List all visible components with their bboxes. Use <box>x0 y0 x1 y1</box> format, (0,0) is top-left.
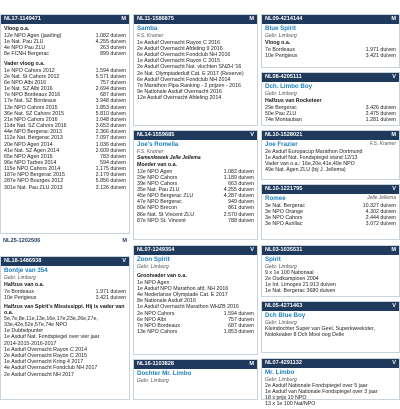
pigeon-name: Spirit <box>265 256 281 263</box>
result-line: 12e Asduif Overnacht Afdeling 2014 <box>137 95 222 102</box>
race-result: 7e NPO Bordeaux <box>137 322 180 329</box>
pigeon-name: Dochter Mr. Limbo <box>137 370 192 377</box>
result-row <box>4 51 126 57</box>
result-line: 18 x prijs 10 NPO <box>265 394 307 401</box>
sex-label: M <box>121 16 126 22</box>
pedigree-card-nl07a <box>133 245 258 355</box>
section-title: Halfzus van Rocketeer <box>265 97 322 104</box>
breeder-name: Gebr. Limburg <box>265 32 297 39</box>
race-result: 7e Bordeaux <box>265 46 296 53</box>
bird-count: 3.072 duiven <box>365 220 396 227</box>
pedigree-card-nl03 <box>261 245 400 297</box>
race-result: 87e NPO St. Vincent <box>137 217 186 224</box>
race-result: 47e NPO Bergerac <box>137 199 182 206</box>
breeder-name: Gebr. Limburg <box>137 377 169 384</box>
result-line: 1e Asduif Overnacht Kring 4 2017 <box>4 359 84 366</box>
bird-count: 3.421 duiven <box>365 52 396 59</box>
result-row <box>137 329 254 335</box>
sex-label: V <box>392 74 396 80</box>
race-result: 10e Perigieux <box>265 52 298 59</box>
card-body <box>262 368 399 409</box>
race-result: 112e Nat. Bergerac 2013 <box>4 135 63 142</box>
section-title: Halfzus van o.a. <box>4 281 45 288</box>
section-title: Grootvader van o.a. <box>137 272 187 279</box>
pigeon-name: Bontje van 354 <box>4 267 48 274</box>
card-header <box>262 302 399 311</box>
result-line: 1e Asduif Overnacht Rayon C 2016 <box>137 39 221 46</box>
bird-count: 1.082 duiven <box>223 168 254 175</box>
sex-label: V <box>122 258 126 264</box>
bird-count: 263 duiven <box>100 45 126 52</box>
race-result: 10e Perigieux <box>4 294 37 301</box>
result-list <box>137 169 254 224</box>
bird-count: 3.126 duiven <box>95 184 126 191</box>
pigeon-name: Romee <box>265 195 286 202</box>
bird-count: 2.694 duiven <box>95 86 126 93</box>
card-body <box>262 311 399 340</box>
pedigree-card-nl18 <box>0 256 130 400</box>
breeder-name: Gebr. Limburg <box>4 274 36 281</box>
result-line: 4e Asduif Overnacht Fondclub NH 2017 <box>4 365 98 372</box>
card-body <box>134 255 257 337</box>
race-result: 301e Nat. Pau ZLU 2013 <box>4 184 63 191</box>
result-line: 2e Asduif Europacup Marathon Dortmund <box>265 148 363 155</box>
pigeon-name: Blue Spirit <box>265 25 296 32</box>
pigeon-name: Dch. Limbo Boy <box>265 83 313 90</box>
section-title: Vloog o.a. <box>265 39 291 46</box>
ring-number: NL08-4205111 <box>265 74 302 80</box>
sex-label: V <box>392 360 396 366</box>
race-result: 7e Bordeaux <box>4 288 35 295</box>
result-line: 1e Int. Limoges 21.913 duiven <box>265 281 336 288</box>
pigeon-name: Zoon Spirit <box>137 256 170 263</box>
race-result: 39e NPO Cahors <box>137 180 178 187</box>
bird-count: 1.175 duiven <box>95 166 126 173</box>
bird-count: 899 duiven <box>100 51 126 58</box>
result-list <box>4 289 126 301</box>
race-result: 1e Nat. SZ Albi 2016 <box>4 86 53 93</box>
result-line: 33e,42e,52e,57e,74e NPO <box>4 322 68 329</box>
ring-number: NL10-1221795 <box>265 186 303 192</box>
result-line: Vader van o.a.: 16e,20e,41e,49e NPO <box>265 160 355 167</box>
result-list <box>4 68 126 191</box>
pedigree-card-nl10b <box>261 184 400 240</box>
result-row <box>265 221 396 227</box>
result-line: 9 x 1e 100 Nationaal <box>265 269 314 276</box>
result-lines <box>265 149 396 174</box>
race-result: 36e Nat. SZ Cahors 2015 <box>4 110 65 117</box>
pigeon-name: Joe's Romella <box>137 141 179 148</box>
sex-label: M <box>249 361 254 367</box>
result-line: 9e Nationale Asduif Overnacht 2016 <box>137 89 222 96</box>
bird-count: 3.653 duiven <box>95 123 126 130</box>
ring-number: NL14-1559685 <box>137 132 175 138</box>
pedigree-card-nl11 <box>133 14 258 126</box>
breeder-name: Jelle Jellema <box>367 195 396 201</box>
result-line: 2e Oudkampioen 2004 <box>265 275 319 282</box>
result-lines <box>265 383 396 408</box>
card-body <box>262 82 399 125</box>
result-lines <box>137 280 254 311</box>
bird-count: 2.609 duiven <box>95 147 126 154</box>
bird-count: 1.853 duiven <box>223 328 254 335</box>
race-result: 65e NPO Agen 2015 <box>4 153 53 160</box>
bird-count: 2.179 duiven <box>95 172 126 179</box>
bird-count: 1.594 duiven <box>95 67 126 74</box>
race-result: 3e NPO Aurillac <box>265 220 303 227</box>
race-result: 3e NPO Cahors <box>265 214 303 221</box>
ring-number: NL03-1035531 <box>265 247 303 253</box>
section-title: Halfzus van Spirit's Mississippi. Hij is vader van o.a. <box>4 303 125 316</box>
race-result: 74e Montauban <box>265 116 302 123</box>
result-lines <box>265 326 396 338</box>
ring-number: NL05-4271463 <box>265 303 303 309</box>
ring-number: NL07-1249354 <box>137 247 175 253</box>
result-line: 8e Nationale Asduif 2016 <box>137 298 196 305</box>
bird-count: 783 duiven <box>100 153 126 160</box>
race-result: 96e NPO Tarbes 2014 <box>4 159 57 166</box>
pigeon-name: Samba <box>137 25 158 32</box>
race-result: 3e NPO Orange <box>265 208 303 215</box>
result-line: 5e,7e,8e,11e,13e,16e,17e,23e,26e,27e, <box>4 315 98 322</box>
sex-label: V <box>250 132 254 138</box>
race-result: 17e Nat. SZ Bordeaux <box>4 98 57 105</box>
result-line: 1e Dubbelpunter <box>4 328 44 335</box>
race-result: 6e NPO Albi <box>137 316 166 323</box>
bird-count: 663 duiven <box>228 180 254 187</box>
race-result: 20e NPO Agen 2014 <box>4 141 53 148</box>
bird-count: 4.255 duiven <box>223 186 254 193</box>
breeder-name: Gebr. Limburg <box>265 319 297 326</box>
bird-count: 5.810 duiven <box>95 110 126 117</box>
race-result: 187e NPO Bergerac 2015 <box>4 172 65 179</box>
sex-label: M <box>249 16 254 22</box>
result-line: Kleindochter Super van Geel, Superkweekster, <box>265 325 375 332</box>
card-body <box>262 194 399 229</box>
result-row <box>265 117 396 123</box>
card-body <box>134 369 257 386</box>
result-line: 6e Asduif Overnacht Fondclub NH 2016 <box>137 51 231 58</box>
sex-label: M <box>122 238 127 244</box>
result-line: 49e Nat. Agen ZLU (bij J. Jellema) <box>265 167 346 174</box>
breeder-name: Gebr. Limburg <box>265 263 297 270</box>
pedigree-card-nl05 <box>261 301 400 353</box>
bird-count: 3.948 duiven <box>95 98 126 105</box>
race-result: 1e Nat. Pau ZLU <box>4 39 44 46</box>
sex-label: M <box>391 247 396 253</box>
bird-count: 687 duiven <box>100 92 126 99</box>
section-title: Moeder van o.a. <box>137 161 178 168</box>
pigeon-name: Dch Blue Boy <box>265 312 306 319</box>
result-list <box>265 47 396 59</box>
race-result: 44e NPO Bergerac 2013 <box>4 129 63 136</box>
result-row <box>4 295 126 301</box>
race-result: 29e Bergerac <box>265 104 297 111</box>
result-list <box>4 33 126 58</box>
result-line: Notokeaker 8 Dch Mooi oog Delle <box>265 331 345 338</box>
card-body <box>1 266 129 380</box>
bird-count: 4.255 duiven <box>95 39 126 46</box>
result-list <box>265 105 396 123</box>
breeder-name: F.S. Kramer <box>369 141 396 147</box>
race-result: 4e NPO Pau ZLU <box>4 45 46 52</box>
race-result: 50e Pau ZLU <box>265 110 297 117</box>
bird-count: 3.421 duiven <box>95 294 126 301</box>
result-line: 1e Asduif Overnacht Rayon C 2014 <box>4 346 88 353</box>
result-line: 1e Asduif van Nationale Fondspiegel over 3 jaar <box>265 388 378 395</box>
race-result: 1e NPO Cahors 2012 <box>4 67 55 74</box>
pedigree-card-nl08 <box>261 72 400 126</box>
result-line: 2e Asduif Overnacht Afdeling 9 2016 <box>137 45 223 52</box>
race-result: 115e NPO Cahors 2014 <box>4 166 61 173</box>
result-line: 1e NPO Agen <box>137 279 170 286</box>
race-result: 3e Nat. Bergerac <box>265 202 306 209</box>
ring-number: NL09-4214144 <box>265 16 303 22</box>
breeder-name: Gebr. Limburg <box>137 263 169 270</box>
bird-count: 5.571 duiven <box>95 73 126 80</box>
race-result: 13e NPO Cahors <box>137 328 178 335</box>
ring-number: NL07-4291132 <box>265 360 303 366</box>
race-result: 29e NPO Cahors <box>137 174 178 181</box>
race-result: 21e NPO Cahors 2016 <box>4 116 58 123</box>
ring-number: NL18-1486938 <box>4 258 42 264</box>
bird-count: 1.971 duiven <box>95 288 126 295</box>
pigeon-name: Mr. Limbo <box>265 369 295 376</box>
result-line: 2e Asduif Overnacht Rayon C 2015 <box>4 353 88 360</box>
result-line: 2014-2015-2016-2017 <box>4 340 57 347</box>
pedigree-card-nl10a <box>261 130 400 180</box>
card-header <box>134 246 257 255</box>
bird-count: 1.971 duiven <box>365 46 396 53</box>
card-body <box>262 255 399 296</box>
result-line: 1e Asduif Overnacht Marathon WHZB 2016 <box>137 304 239 311</box>
result-line: 2e Asduif Nationale Fondspiegel over 5 jaar <box>265 382 368 389</box>
result-line: 1e Asduif NPO Marathon afd. NH 2016 <box>137 285 229 292</box>
race-result: 2e NPO Cahors <box>137 310 175 317</box>
bird-count: 687 duiven <box>228 322 254 329</box>
bird-count: 4.287 duiven <box>223 193 254 200</box>
bird-count: 861 duiven <box>228 205 254 212</box>
ring-number: NL10-1528021 <box>265 132 303 138</box>
card-header <box>262 246 399 255</box>
result-lines <box>4 316 126 378</box>
result-line: 1e Asduif Nat. Fondspiegel stand 12/13 <box>265 154 358 161</box>
race-result: 86e Nat. St Vincent ZLU <box>137 211 195 218</box>
result-lines <box>137 40 254 102</box>
race-result: 7e NPO Bordeaux 2016 <box>4 92 61 99</box>
breeder-name-2: Samenkweek Jelle Jellema <box>137 154 201 161</box>
race-result: 11de Nat. SZ Cahors 2016 <box>4 123 67 130</box>
result-row <box>265 53 396 59</box>
card-header <box>1 257 129 266</box>
card-header <box>262 131 399 140</box>
card-body <box>134 24 257 104</box>
bird-count: 7.097 duiven <box>95 135 126 142</box>
bird-count: 2.366 duiven <box>95 129 126 136</box>
name-row <box>265 195 396 203</box>
card-body <box>134 140 257 226</box>
section-title: Vader vloog o.a. <box>4 60 45 67</box>
card-header <box>134 360 257 369</box>
breeder-name: F.S. Kramer <box>137 32 164 39</box>
section-title: Vloog o.a. <box>4 26 30 32</box>
card-header <box>262 359 399 368</box>
bird-count: 2.475 duiven <box>365 110 396 117</box>
pedigree-card-nl25 <box>0 236 130 247</box>
result-list <box>137 311 254 336</box>
card-body <box>262 24 399 61</box>
result-line: 1e Nat. Bergerac 3680 duiven <box>265 288 336 295</box>
ring-number: NL17-1149471 <box>4 16 42 22</box>
race-result: 12e NPO Agen (jaarling) <box>4 33 62 39</box>
bird-count: 1.082 duiven <box>95 33 126 39</box>
race-result: 2e Nat. St Cahors 2012 <box>4 73 60 80</box>
pedigree-card-nl07b <box>261 358 400 408</box>
race-result: 35e Nat. Pau ZLU <box>137 186 180 193</box>
pedigree-card-nl16 <box>133 359 258 400</box>
card-header <box>134 15 257 24</box>
bird-count: 1.594 duiven <box>223 310 254 317</box>
breeder-name: Gebr. Limburg <box>265 376 297 383</box>
result-line: 4e Nederlanse Olympiade Cat. E 2017 <box>137 291 228 298</box>
result-line: 6e Asduif Overnacht Fondclub NH 2014 <box>137 76 231 83</box>
race-result: 41e Nat. SZ Agen 2014 <box>4 147 60 154</box>
ring-number: NL11-1586875 <box>137 16 175 22</box>
card-header <box>0 236 130 247</box>
pedigree-card-nl14 <box>133 130 258 240</box>
bird-count: 1.189 duiven <box>223 174 254 181</box>
result-line: 1e Asduif Overnacht Rayon C 2015 <box>137 58 221 65</box>
bird-count: 1.281 duiven <box>365 116 396 123</box>
bird-count: 1.853 duiven <box>95 104 126 111</box>
breeder-name: Gebr. Limburg <box>265 90 297 97</box>
result-line: 13 x 1e 100 Nat/NPO <box>265 401 316 408</box>
bird-count: 10.327 duiven <box>362 202 396 209</box>
result-row <box>137 218 254 224</box>
bird-count: 757 duiven <box>100 79 126 86</box>
bird-count: 949 duiven <box>228 199 254 206</box>
race-result: 8e FCNH Bergerac <box>4 51 50 58</box>
sex-label: M <box>391 16 396 22</box>
result-row <box>4 185 126 191</box>
card-body <box>1 24 129 193</box>
result-line: 7e Marathon Pipa Ranking - 2 prijzen - 2016 <box>137 82 241 89</box>
result-line: 2e Asduif Overnacht Nat. vluchten SNZH '16 <box>137 64 242 71</box>
race-result: 6e NPO Albi 2016 <box>4 79 47 86</box>
result-line: 1e Asduif Nat. Fondspiegel over vier jaar <box>4 334 100 341</box>
card-header <box>134 131 257 140</box>
sex-label: V <box>392 186 396 192</box>
bird-count: 2.570 duiven <box>223 211 254 218</box>
race-result: 12e NPO Agen <box>137 168 173 175</box>
sex-label: V <box>392 303 396 309</box>
ring-number: NL25-1202506 <box>3 238 41 244</box>
result-line: 2e Asduif Overnacht NH 2017 <box>4 371 75 378</box>
breeder-name: F.S. Kramer <box>137 148 164 155</box>
card-header <box>262 73 399 82</box>
bird-count: 1.048 duiven <box>95 116 126 123</box>
card-header <box>262 185 399 194</box>
result-lines <box>265 270 396 295</box>
bird-count: 3.426 duiven <box>365 104 396 111</box>
card-body <box>262 140 399 175</box>
sex-label: V <box>250 247 254 253</box>
ring-number: NL16-1103828 <box>137 361 175 367</box>
race-result: 13e NPO Cahors 2015 <box>4 104 58 111</box>
bird-count: 757 duiven <box>228 316 254 323</box>
pigeon-name: Joe Frazier <box>265 141 298 148</box>
result-line: 2e Nat. Olympiadeduif Cat. E 2017 (Reserve) <box>137 70 244 77</box>
bird-count: 2.444 duiven <box>365 214 396 221</box>
race-result: 287e NPO Bourges 2012 <box>4 178 64 185</box>
pedigree-card-nl09 <box>261 14 400 68</box>
card-header <box>1 15 129 24</box>
bird-count: 594 duiven <box>100 159 126 166</box>
race-result: 80e NPO Brecon <box>137 205 178 212</box>
bird-count: 1.036 duiven <box>95 141 126 148</box>
bird-count: 788 duiven <box>228 217 254 224</box>
result-list <box>265 203 396 228</box>
pedigree-card-nl17 <box>0 14 130 234</box>
bird-count: 5.856 duiven <box>95 178 126 185</box>
race-result: 45e NPO Bergerac ZLU <box>137 193 194 200</box>
card-header <box>262 15 399 24</box>
sex-label: M <box>391 132 396 138</box>
name-row <box>265 141 396 149</box>
bird-count: 4.302 duiven <box>365 208 396 215</box>
